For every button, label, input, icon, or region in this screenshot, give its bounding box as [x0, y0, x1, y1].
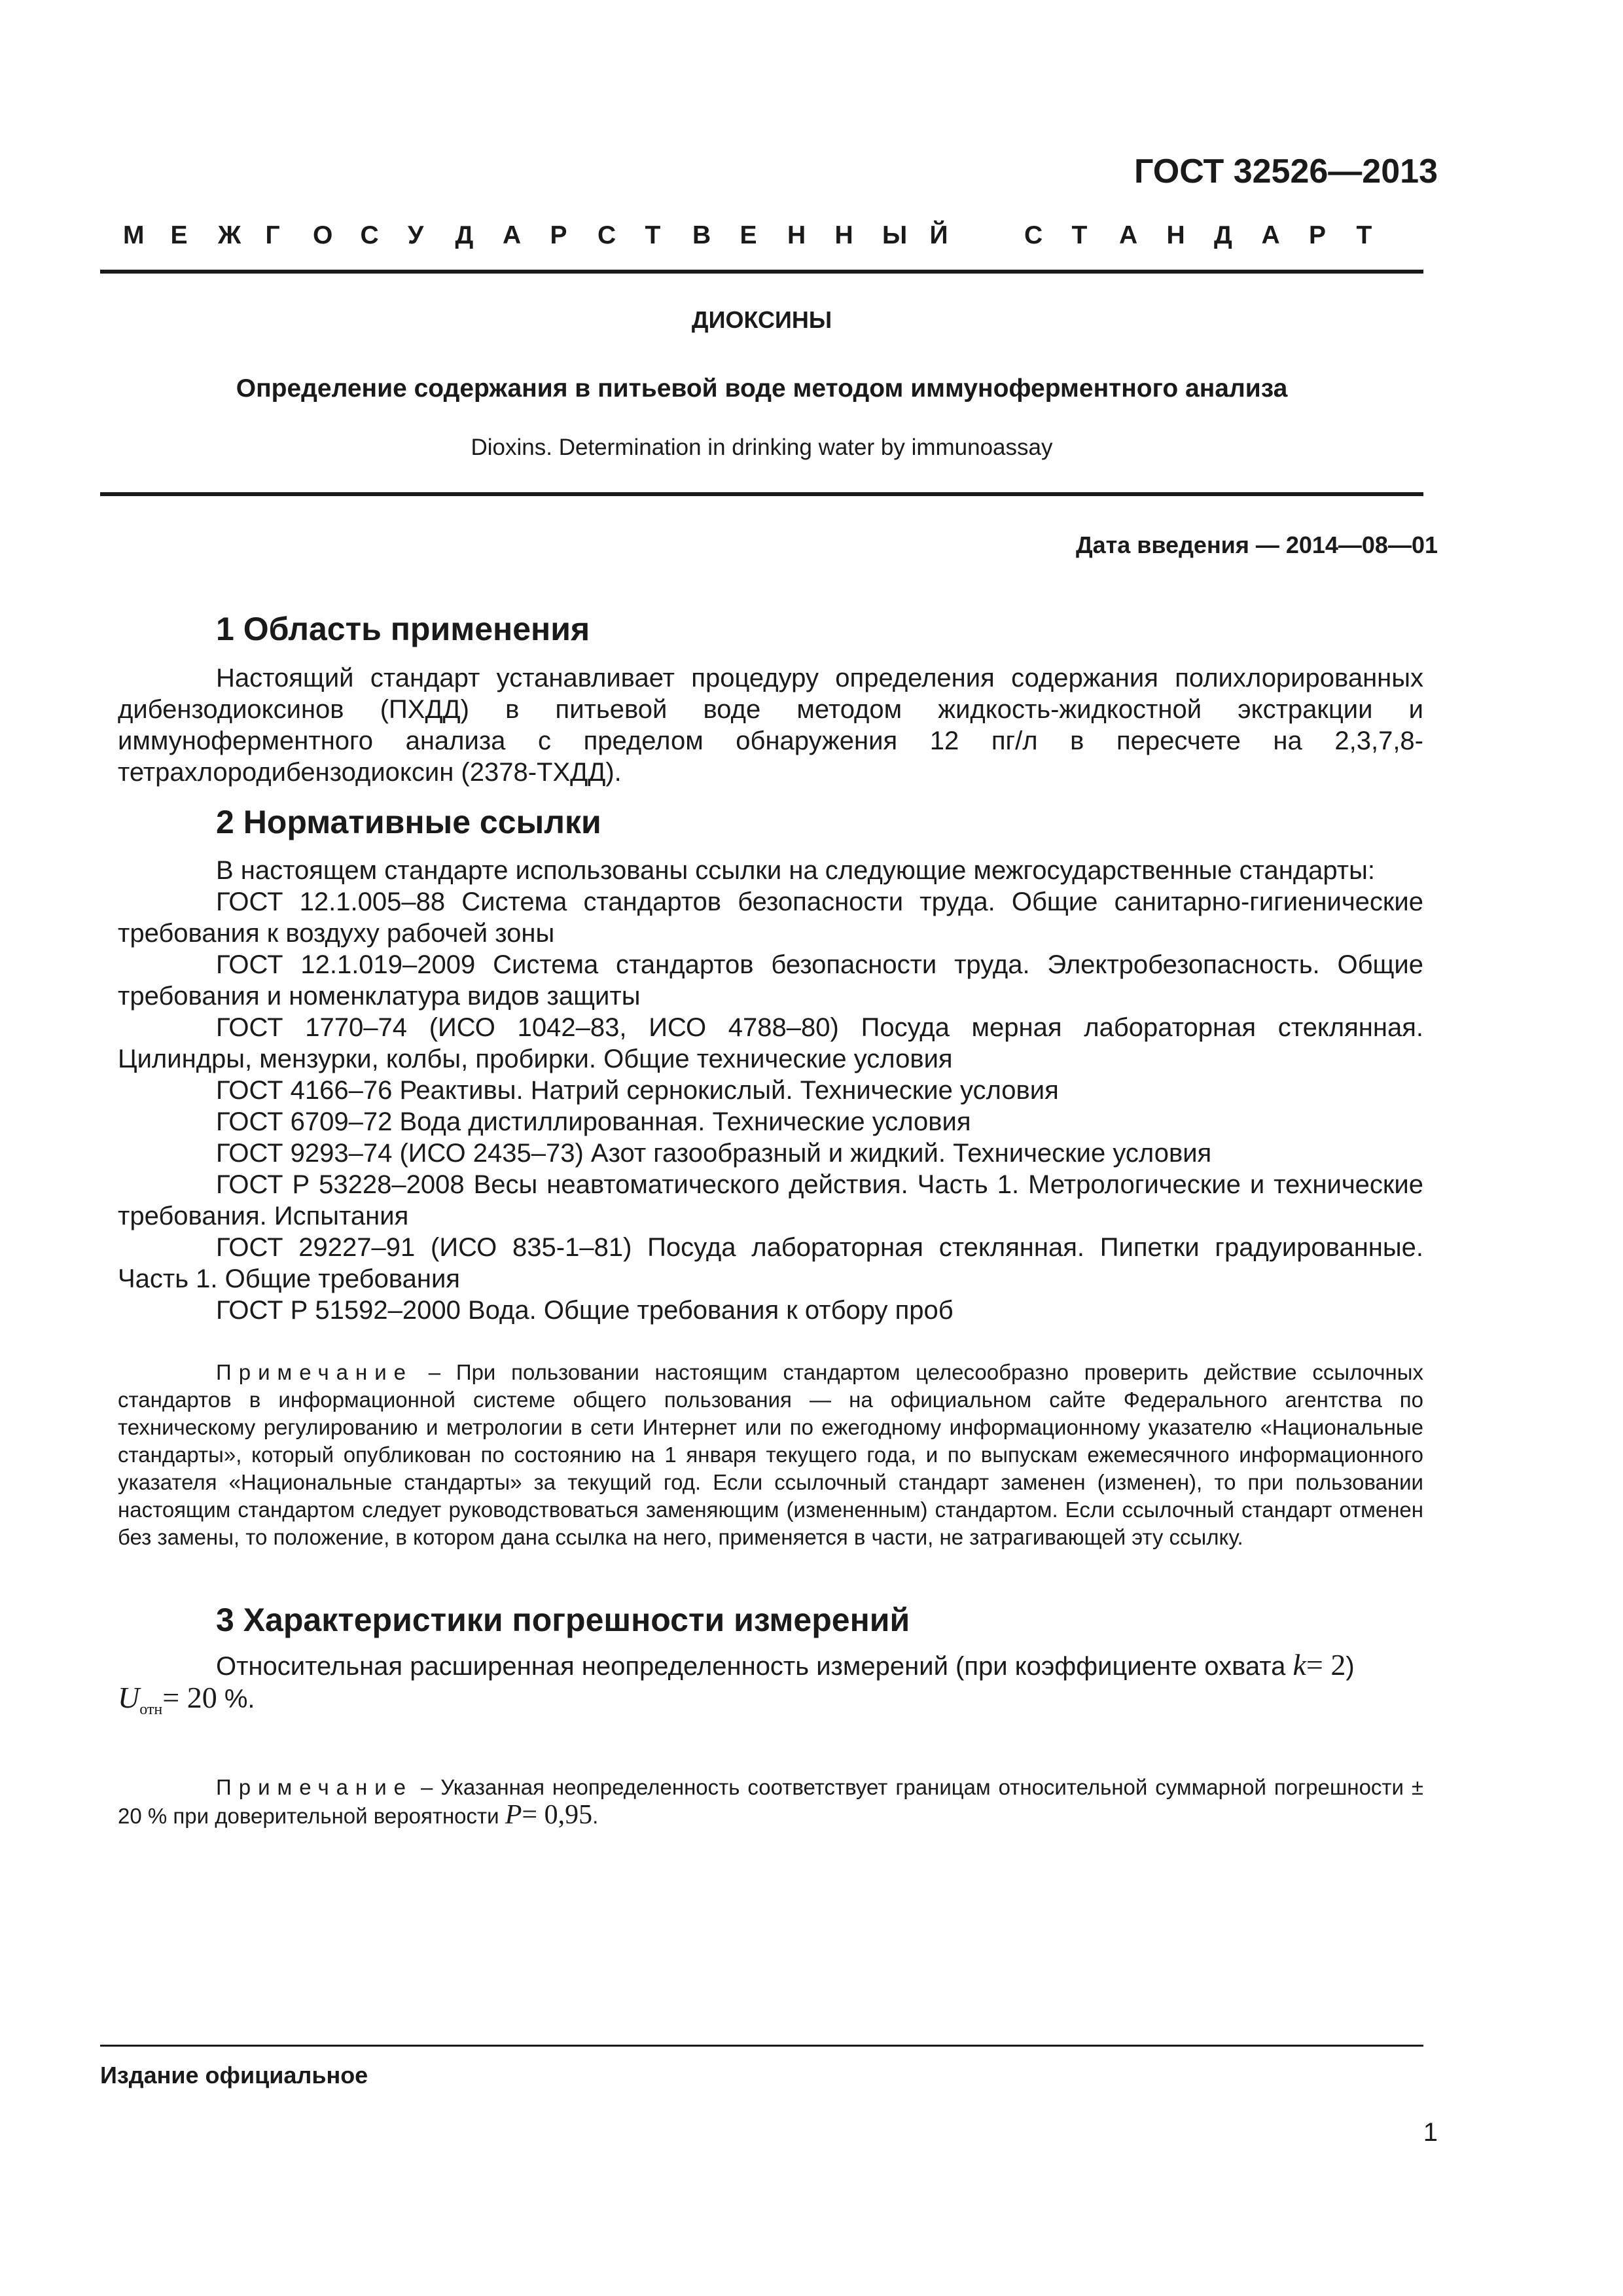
banner-letter: Т — [1071, 221, 1088, 249]
top-rule — [100, 270, 1423, 274]
document-title: ДИОКСИНЫ — [691, 306, 832, 333]
banner-letter: Д — [455, 221, 474, 249]
title-rule — [100, 492, 1423, 496]
banner-letter: Е — [740, 221, 757, 249]
section-1-body — [118, 662, 1423, 788]
note-text: – При пользовании настоящим стандартом целесообразно проверить действие ссылочных стандартов в информационной системе общего пользования — на официальном сайте Федерального агентства по техническому регулированию и метрологии в сети Интернет или по ежегодному информационному указателю «Национальные стандарты», который опубликован по состоянию на 1 января текущего года, и по выпускам ежемесячного информационного указателя «Национальные стандарты» за текущий год. Если ссылочный стандарт заменен (изменен), то при пользовании настоящим стандартом следует руководствоваться заменяющим (измененным) стандартом. Если ссылочный стандарт отменен без замены, то положение, в котором дана ссылка на него, применяется в части, не затрагивающей эту ссылку. — [118, 1360, 1424, 1549]
banner-letter: Ж — [218, 221, 241, 249]
u-value: = 20 — [162, 1681, 217, 1714]
banner-letter: Н — [834, 221, 853, 249]
banner-letter: С — [360, 221, 379, 249]
banner-letter: А — [503, 221, 522, 249]
reference-item: ГОСТ 9293–74 (ИСО 2435–73) Азот газообразный и жидкий. Технические условия — [216, 1139, 1212, 1168]
section-3-paragraph: Относительная расширенная неопределенность измерений (при коэффициенте охвата k= 2) $U_{отн}= 20$ %. — [118, 1648, 1355, 1719]
banner-letter: У — [408, 221, 424, 249]
reference-item: ГОСТ 1770–74 (ИСО 1042–83, ИСО 4788–80) Посуда мерная лабораторная стеклянная. Цилиндры, мензурки, колбы, пробирки. Общие технические условия — [118, 1013, 1423, 1073]
banner-letter: С — [1024, 221, 1043, 249]
reference-item: ГОСТ 6709–72 Вода дистиллированная. Технические условия — [216, 1107, 971, 1136]
banner-letter: Р — [550, 221, 567, 249]
note-label: Примечание — [216, 1775, 414, 1799]
banner-letter: Т — [1356, 221, 1372, 249]
section-1-paragraph: Настоящий стандарт устанавливает процедуру определения содержания полихлорированных дибензодиоксинов (ПХДД) в питьевой воде методом жидкость-жидкостной экстракции и иммуноферментного анализа с пределом обнаружения 12 пг/л в пересчете на 2,3,7,8-тетрахлородибензодиоксин (2378-ТХДД). — [118, 664, 1423, 787]
k-value: = 2 — [1306, 1648, 1346, 1681]
standard-number: ГОСТ 32526—2013 — [1134, 152, 1438, 190]
p-value: = 0,95 — [522, 1800, 593, 1830]
banner-letter: М — [123, 221, 145, 249]
banner-letter: О — [313, 221, 333, 249]
banner-letter: Ы — [882, 221, 908, 249]
page-number: 1 — [1423, 2118, 1438, 2147]
section-3-note: Примечание – Указанная неопределенность соответствует границам относительной суммарной погрешности ± 20 % при доверительной вероятности P= 0,95. — [118, 1775, 1424, 1830]
official-edition-label: Издание официальное — [100, 2062, 368, 2089]
p-variable: P — [505, 1800, 522, 1830]
u-unit: %. — [224, 1685, 255, 1713]
banner-gap — [977, 221, 1024, 250]
banner-letter: А — [1261, 221, 1280, 249]
banner-letter: В — [692, 221, 711, 249]
u-variable: $U_{отн}$ — [118, 1681, 163, 1719]
reference-item: ГОСТ Р 51592–2000 Вода. Общие требования к отбору проб — [216, 1296, 954, 1325]
reference-item: ГОСТ 12.1.019–2009 Система стандартов безопасности труда. Электробезопасность. Общие требования и номенклатура видов защиты — [118, 950, 1423, 1011]
introduction-date: Дата введения — 2014—08—01 — [1075, 531, 1438, 558]
banner-letter: Г — [265, 221, 280, 249]
banner-letter: С — [597, 221, 616, 249]
document-subtitle: Определение содержания в питьевой воде методом иммуноферментного анализа — [236, 374, 1288, 403]
section-3-body — [118, 1649, 1423, 1725]
banner-letter: Р — [1309, 221, 1327, 249]
banner-letter: Д — [1214, 221, 1232, 249]
banner-letter: Н — [787, 221, 806, 249]
section-3-heading: 3 Характеристики погрешности измерений — [216, 1602, 910, 1638]
banner-letter: Й — [929, 221, 948, 249]
note-text: – Указанная неопределенность соответствует границам относительной суммарной погрешности ± 20 % при доверительной вероятности — [118, 1775, 1424, 1828]
english-title: Dioxins. Determination in drinking water by immunoassay — [471, 435, 1053, 460]
k-variable: k — [1293, 1648, 1306, 1681]
section-1-heading: 1 Область применения — [216, 611, 590, 647]
section-2-body — [118, 855, 1423, 1326]
footer-rule — [100, 2045, 1423, 2047]
banner-letter: Т — [645, 221, 661, 249]
standard-kind-banner — [123, 221, 1404, 250]
reference-item: ГОСТ 12.1.005–88 Система стандартов безопасности труда. Общие санитарно-гигиенические требования к воздуху рабочей зоны — [118, 888, 1423, 948]
banner-letter: А — [1119, 221, 1138, 249]
reference-item: ГОСТ 4166–76 Реактивы. Натрий сернокислый. Технические условия — [216, 1076, 1059, 1105]
banner-letter: Н — [1166, 221, 1185, 249]
reference-item: ГОСТ 29227–91 (ИСО 835-1–81) Посуда лабораторная стеклянная. Пипетки градуированные. Часть 1. Общие требования — [118, 1233, 1423, 1293]
banner-letter: Е — [170, 221, 188, 249]
section-2-intro: В настоящем стандарте использованы ссылки на следующие межгосударственные стандарты: — [216, 856, 1375, 885]
note-label: Примечание — [216, 1360, 414, 1384]
section-2-note — [118, 1359, 1423, 1551]
section-2-heading: 2 Нормативные ссылки — [216, 804, 601, 840]
reference-item: ГОСТ Р 53228–2008 Весы неавтоматического действия. Часть 1. Метрологические и технические требования. Испытания — [118, 1170, 1423, 1230]
